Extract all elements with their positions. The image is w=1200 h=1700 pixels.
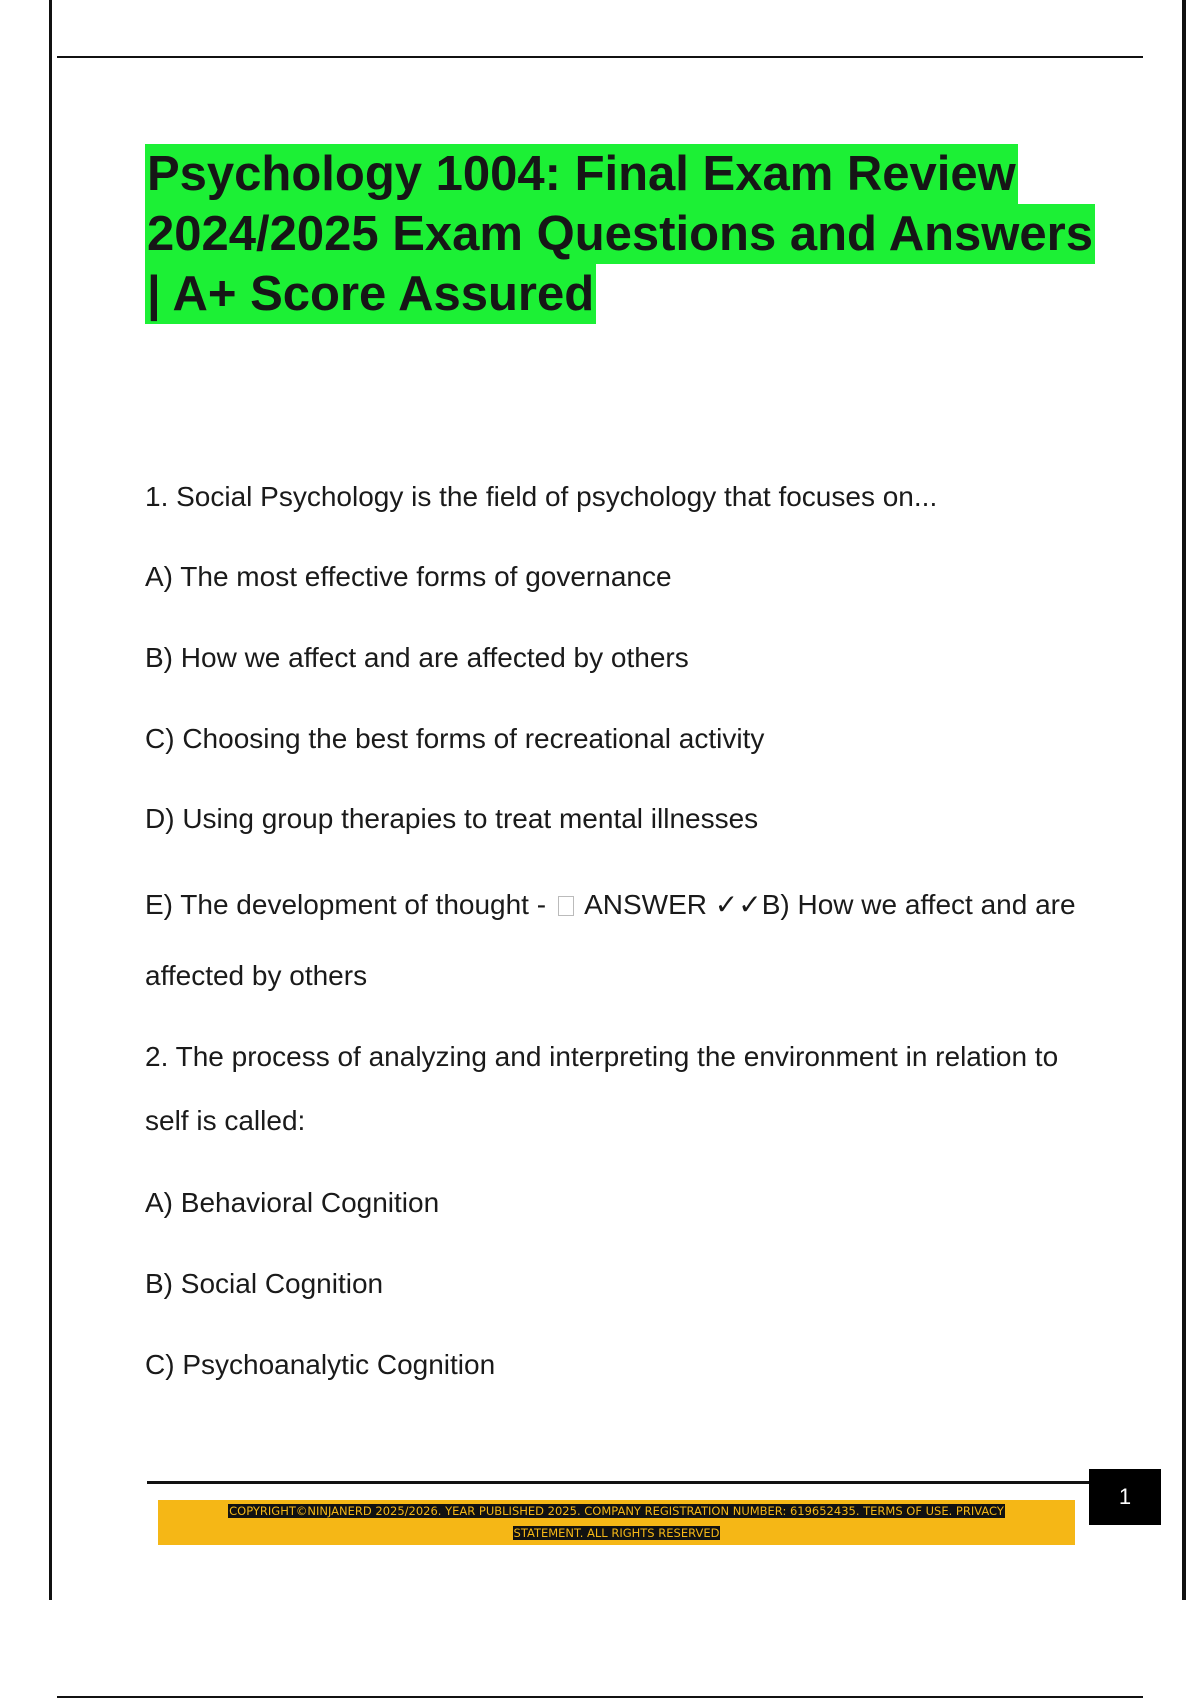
next-page-top-rule [57, 1696, 1143, 1698]
question-1-answer: ANSWER ✓✓B) How we affect and are [584, 889, 1076, 920]
question-2-option-b: B) Social Cognition [145, 1268, 384, 1299]
title-line-3: | A+ Score Assured [145, 264, 596, 324]
header-rule [57, 56, 1143, 58]
footer-rule [147, 1481, 1089, 1484]
copyright-bar [158, 1500, 1075, 1545]
page-right-border [1182, 0, 1186, 1600]
question-1-option-b: B) How we affect and are affected by others [145, 642, 689, 673]
question-1-option-e-line [145, 888, 1076, 922]
question-1-option-a: A) The most effective forms of governance [145, 561, 672, 592]
question-1-answer-continuation: affected by others [145, 960, 368, 991]
question-1-text: 1. Social Psychology is the field of psychology that focuses on... [145, 481, 938, 512]
question-2-option-c: C) Psychoanalytic Cognition [145, 1349, 496, 1380]
question-1-option-e: E) The development of thought - [145, 889, 547, 920]
copyright-notice [158, 1500, 1075, 1544]
page-number: 1 [1089, 1469, 1161, 1525]
question-2-text-line-2: self is called: [145, 1105, 306, 1136]
copyright-line-2: STATEMENT. ALL RIGHTS RESERVED [513, 1526, 720, 1540]
question-2-option-a: A) Behavioral Cognition [145, 1187, 440, 1218]
title-line-2: 2024/2025 Exam Questions and Answers [145, 204, 1095, 264]
page-left-border [49, 0, 52, 1600]
missing-glyph-box-icon [558, 896, 574, 916]
title-line-1: Psychology 1004: Final Exam Review [145, 144, 1018, 204]
copyright-line-1: COPYRIGHT©NINJANERD 2025/2026. YEAR PUBLISHED 2025. COMPANY REGISTRATION NUMBER: 619652435. TERMS OF USE. PRIVACY [229, 1504, 1004, 1518]
document-title [145, 144, 1093, 324]
question-1-option-c: C) Choosing the best forms of recreational activity [145, 723, 765, 754]
question-1-option-d: D) Using group therapies to treat mental illnesses [145, 803, 759, 834]
question-2-text-line-1: 2. The process of analyzing and interpreting the environment in relation to [145, 1041, 1059, 1072]
